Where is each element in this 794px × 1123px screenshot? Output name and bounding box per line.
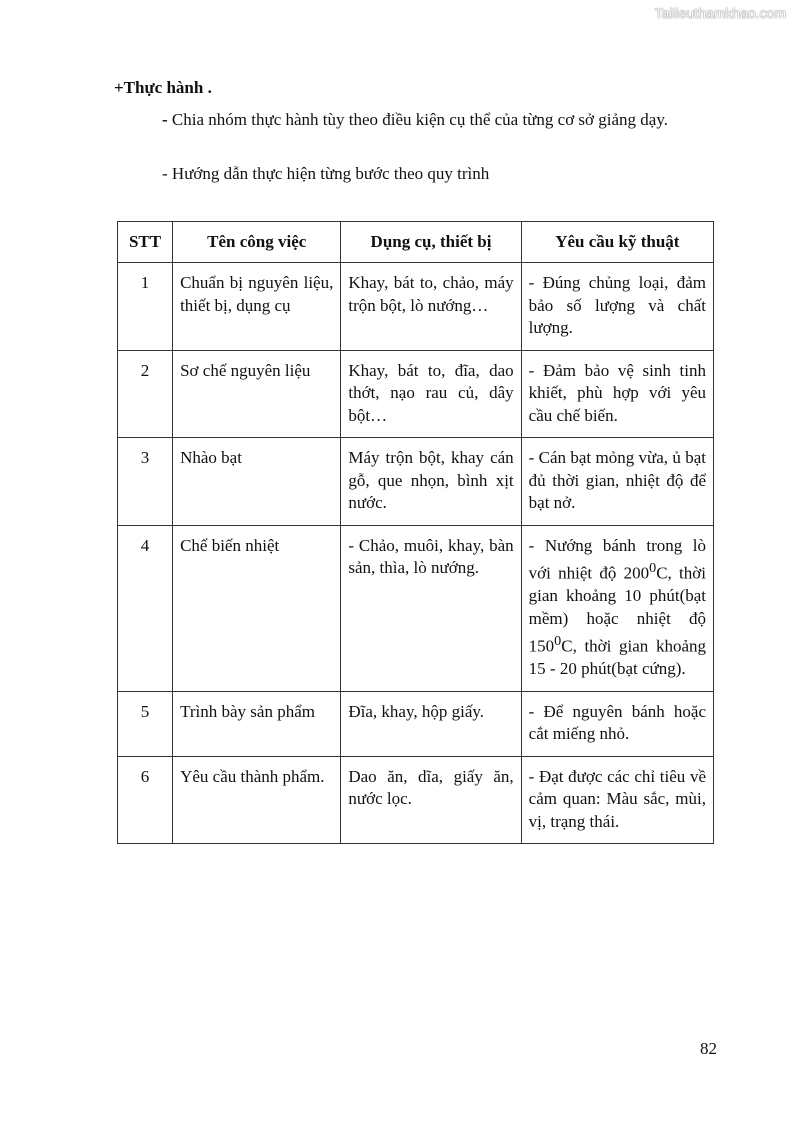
cell-task: Chuẩn bị nguyên liệu, thiết bị, dụng cụ xyxy=(173,263,341,351)
cell-requirements: - Đảm bảo vệ sinh tinh khiết, phù hợp với yêu cầu chế biến. xyxy=(521,350,713,438)
cell-tools: Đĩa, khay, hộp giấy. xyxy=(341,691,521,756)
cell-stt: 4 xyxy=(118,525,173,691)
cell-requirements: - Đúng chủng loại, đảm bảo số lượng và chất lượng. xyxy=(521,263,713,351)
req-text-part: C, thời gian khoảng 10 phút(bạt mềm) hoặc nhiệt độ 150 xyxy=(528,563,706,656)
table-row xyxy=(118,525,714,691)
degree-superscript: 0 xyxy=(649,560,657,576)
req-text-part: C, thời gian khoảng 15 - 20 phút(bạt cứng). xyxy=(528,636,706,679)
header-tools: Dụng cụ, thiết bị xyxy=(341,222,521,263)
cell-requirements: - Cán bạt mỏng vừa, ủ bạt đủ thời gian, nhiệt độ để bạt nở. xyxy=(521,438,713,526)
header-task: Tên công việc xyxy=(173,222,341,263)
table-row xyxy=(118,350,714,438)
cell-task: Trình bày sản phẩm xyxy=(173,691,341,756)
cell-tools: Khay, bát to, đĩa, dao thớt, nạo rau củ, dây bột… xyxy=(341,350,521,438)
watermark: Tailieuthamkhao.com xyxy=(654,5,786,21)
table-row xyxy=(118,691,714,756)
cell-stt: 2 xyxy=(118,350,173,438)
cell-task: Nhào bạt xyxy=(173,438,341,526)
cell-stt: 5 xyxy=(118,691,173,756)
cell-task: Yêu cầu thành phẩm. xyxy=(173,756,341,844)
table-row xyxy=(118,263,714,351)
table-header-row xyxy=(118,222,714,263)
section-title: +Thực hành . xyxy=(114,78,212,97)
table-row xyxy=(118,438,714,526)
cell-task: Chế biến nhiệt xyxy=(173,525,341,691)
paragraph-instructions: - Hướng dẫn thực hiện từng bước theo quy trình xyxy=(162,164,490,183)
cell-requirements: - Để nguyên bánh hoặc cắt miếng nhỏ. xyxy=(521,691,713,756)
paragraph-text: Chia nhóm thực hành tùy theo điều kiện cụ thể của từng cơ sở giảng dạy. xyxy=(167,110,669,129)
table-row xyxy=(118,756,714,844)
cell-stt: 6 xyxy=(118,756,173,844)
cell-tools: Khay, bát to, chảo, máy trộn bột, lò nướng… xyxy=(341,263,521,351)
cell-tools: - Chảo, muôi, khay, bàn sản, thìa, lò nướng. xyxy=(341,525,521,691)
paragraph-group-practice xyxy=(114,108,704,131)
cell-requirements: - Đạt được các chỉ tiêu về cảm quan: Màu sắc, mùi, vị, trạng thái. xyxy=(521,756,713,844)
page-number: 82 xyxy=(700,1039,717,1058)
cell-requirements xyxy=(521,525,713,691)
cell-tools: Dao ăn, dĩa, giấy ăn, nước lọc. xyxy=(341,756,521,844)
cell-stt: 1 xyxy=(118,263,173,351)
header-stt: STT xyxy=(118,222,173,263)
paragraph-dash: - xyxy=(162,110,168,129)
cell-stt: 3 xyxy=(118,438,173,526)
cell-task: Sơ chế nguyên liệu xyxy=(173,350,341,438)
cell-tools: Máy trộn bột, khay cán gỗ, que nhọn, bình xịt nước. xyxy=(341,438,521,526)
degree-superscript: 0 xyxy=(554,633,562,650)
header-requirements: Yêu cầu kỹ thuật xyxy=(521,222,713,263)
req-text-part: - Nướng bánh trong lò với nhiệt độ 200 xyxy=(528,535,706,583)
procedure-table xyxy=(117,221,714,844)
